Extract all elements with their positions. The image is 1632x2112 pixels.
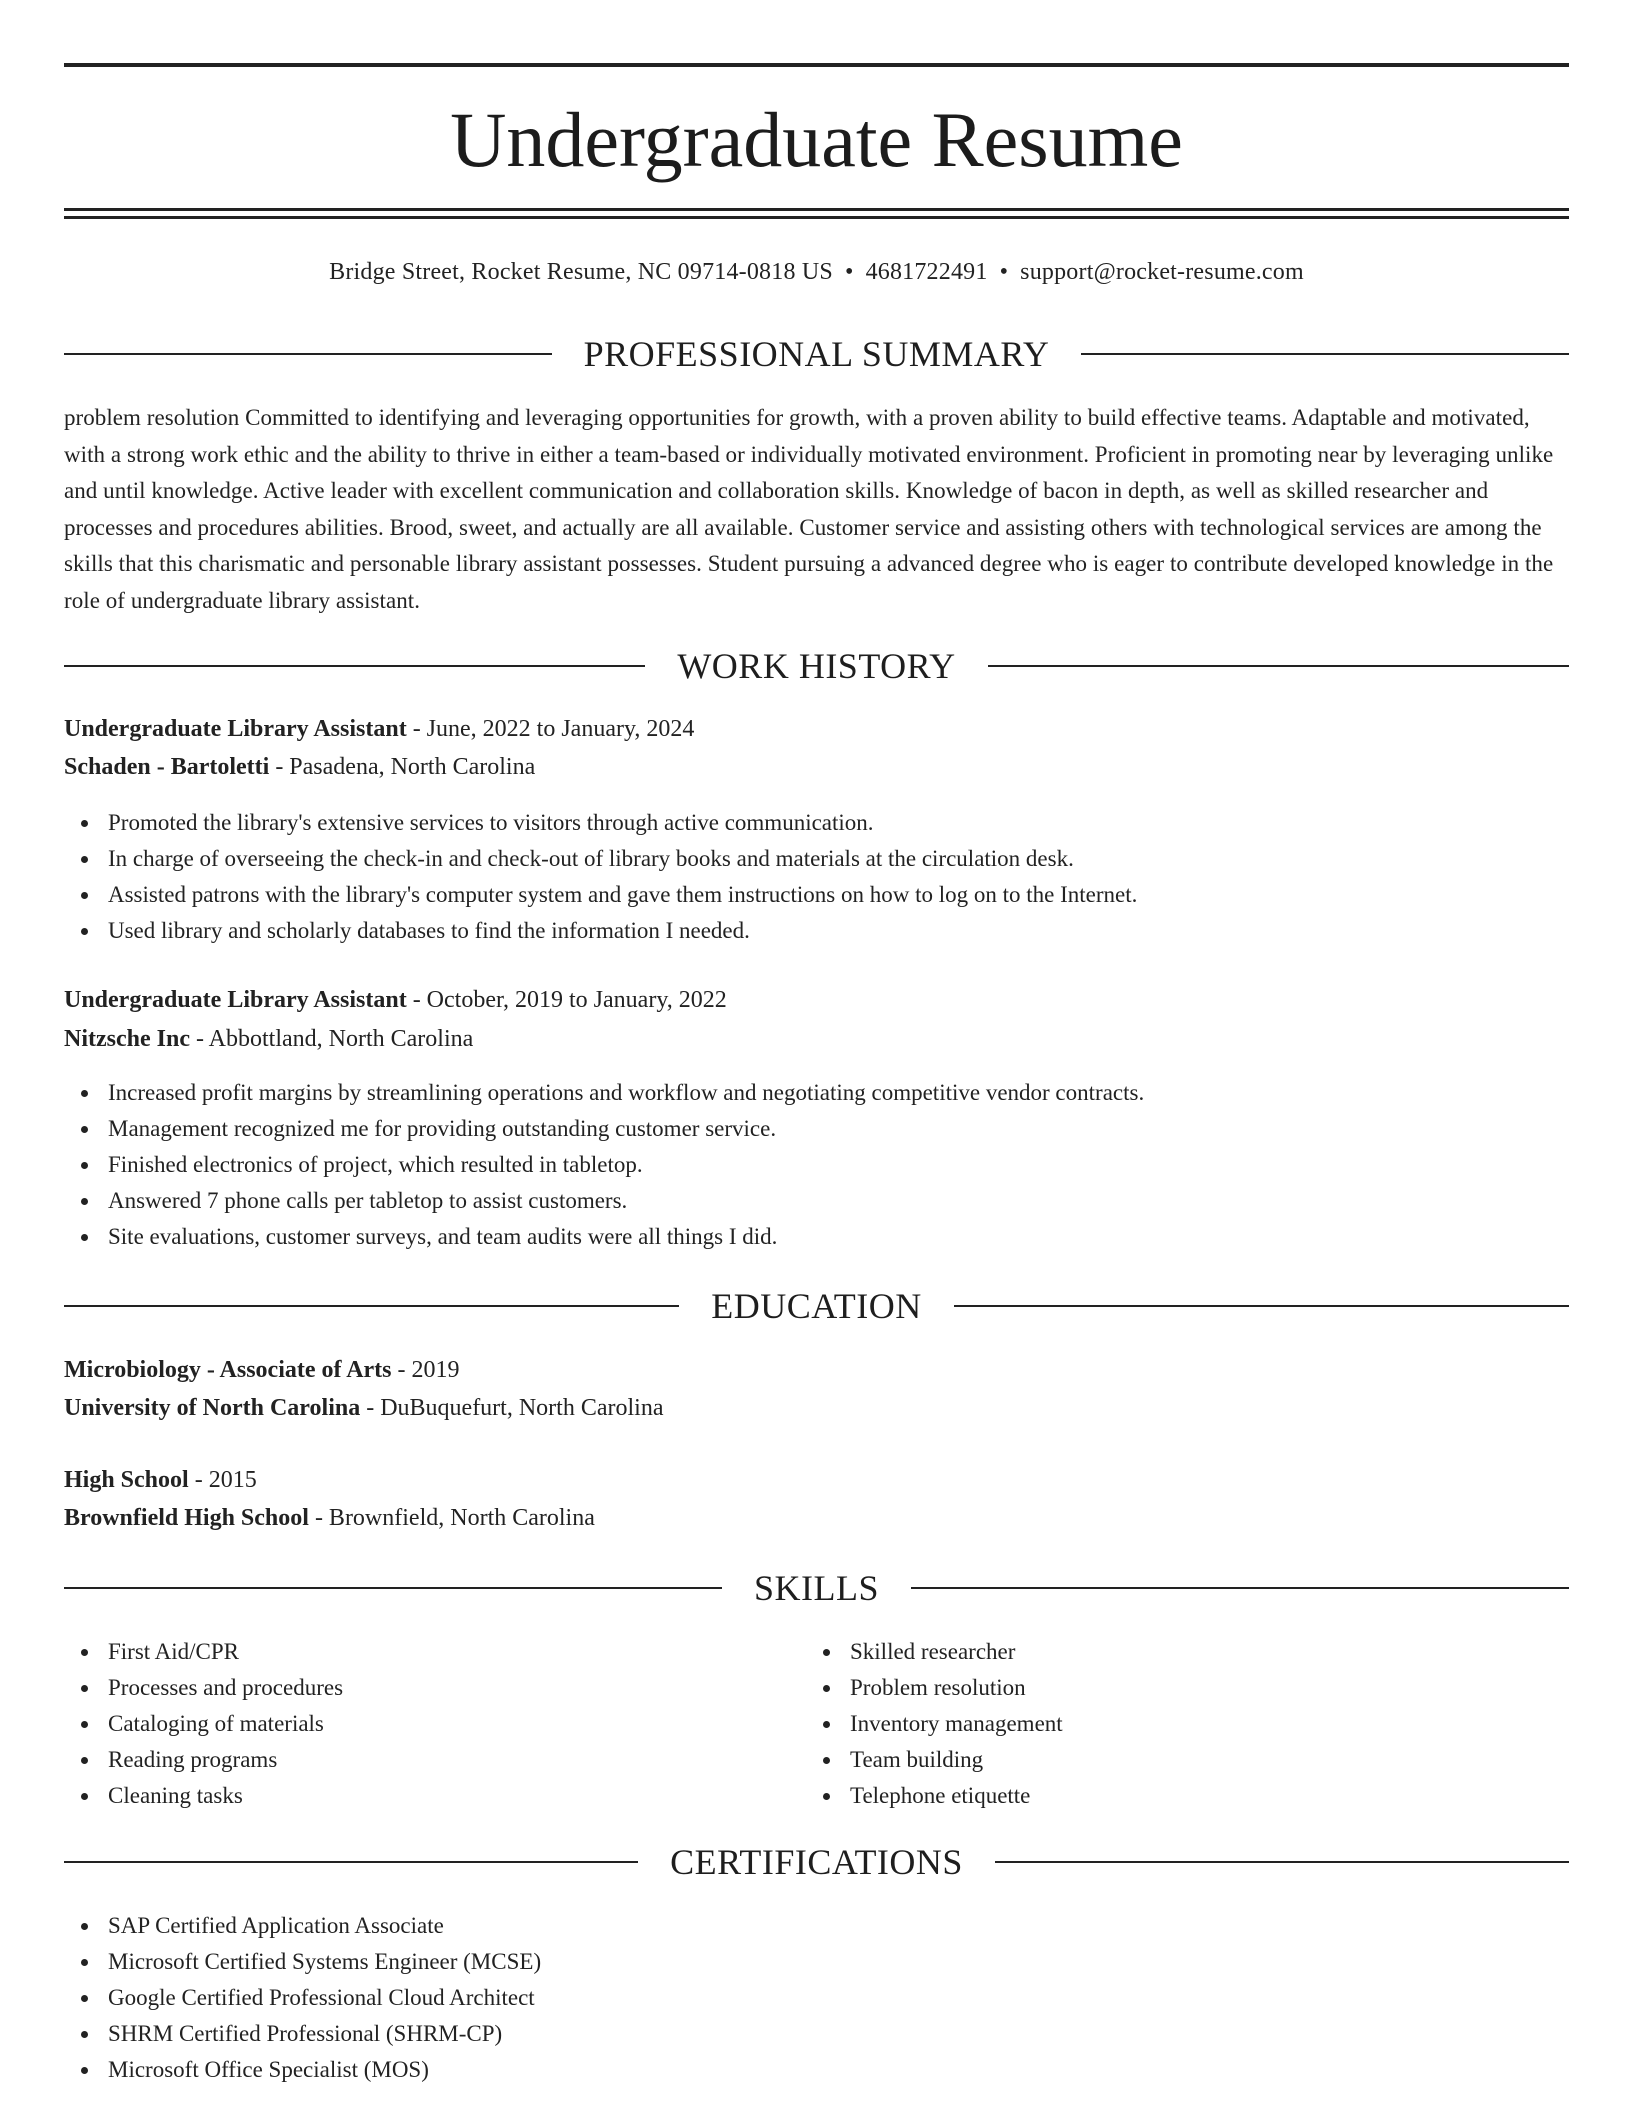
section-title: PROFESSIONAL SUMMARY <box>583 334 1050 374</box>
heading-rule-left <box>64 1305 679 1307</box>
heading-rule-right <box>995 1861 1569 1863</box>
job-location: - Pasadena, North Carolina <box>269 754 536 780</box>
education-degree-line <box>64 1464 257 1496</box>
education-degree: High School <box>64 1467 189 1493</box>
education-school-line <box>64 1502 595 1534</box>
heading-rule-left <box>64 1587 722 1589</box>
heading-rule-left <box>64 665 645 667</box>
list-item: Site evaluations, customer surveys, and team audits were all things I did. <box>64 1219 1144 1255</box>
list-item: Processes and procedures <box>64 1670 343 1706</box>
job-title: Undergraduate Library Assistant <box>64 987 407 1013</box>
job-company-line <box>64 1023 473 1055</box>
education-location: - Brownfield, North Carolina <box>308 1505 595 1531</box>
section-title: EDUCATION <box>711 1286 922 1326</box>
skills-list-left <box>64 1634 343 1814</box>
title-rule-upper <box>64 208 1569 211</box>
job-title-line <box>64 713 694 745</box>
list-item: Inventory management <box>806 1706 1063 1742</box>
list-item: Google Certified Professional Cloud Architect <box>64 1980 541 2016</box>
list-item: Team building <box>806 1742 1063 1778</box>
heading-rule-right <box>911 1587 1569 1589</box>
job-company: Nitzsche Inc <box>64 1026 190 1052</box>
list-item: Promoted the library's extensive services to visitors through active communication. <box>64 805 1137 841</box>
list-item: SAP Certified Application Associate <box>64 1908 541 1944</box>
heading-rule-right <box>954 1305 1569 1307</box>
list-item: First Aid/CPR <box>64 1634 343 1670</box>
heading-rule-right <box>988 665 1569 667</box>
job-title-line <box>64 984 727 1016</box>
job-bullets <box>64 805 1137 949</box>
job-dates: - October, 2019 to January, 2022 <box>406 987 727 1013</box>
top-rule <box>64 63 1569 67</box>
contact-email: support@rocket-resume.com <box>1020 259 1304 285</box>
list-item: Answered 7 phone calls per tabletop to assist customers. <box>64 1183 1144 1219</box>
list-item: SHRM Certified Professional (SHRM-CP) <box>64 2016 541 2052</box>
section-heading-skills <box>64 1566 1569 1610</box>
education-school-line <box>64 1392 663 1424</box>
list-item: Microsoft Certified Systems Engineer (MCSE) <box>64 1944 541 1980</box>
contact-line <box>64 256 1569 288</box>
skills-list-right <box>806 1634 1063 1814</box>
list-item: Management recognized me for providing outstanding customer service. <box>64 1111 1144 1147</box>
job-company-line <box>64 751 535 783</box>
list-item: Microsoft Office Specialist (MOS) <box>64 2052 541 2088</box>
heading-rule-left <box>64 1861 638 1863</box>
section-title: WORK HISTORY <box>677 646 956 686</box>
heading-rule-left <box>64 353 552 355</box>
contact-address: Bridge Street, Rocket Resume, NC 09714-0818 US <box>329 259 833 285</box>
list-item: Used library and scholarly databases to find the information I needed. <box>64 913 1137 949</box>
job-dates: - June, 2022 to January, 2024 <box>406 716 695 742</box>
job-title: Undergraduate Library Assistant <box>64 716 407 742</box>
title-rule-lower <box>64 216 1569 219</box>
section-heading-certifications <box>64 1840 1569 1884</box>
list-item: Increased profit margins by streamlining operations and workflow and negotiating competitive vendor contracts. <box>64 1075 1144 1111</box>
page-title: Undergraduate Resume <box>450 96 1183 183</box>
section-title: CERTIFICATIONS <box>670 1842 963 1882</box>
list-item: Telephone etiquette <box>806 1778 1063 1814</box>
list-item: Skilled researcher <box>806 1634 1063 1670</box>
education-degree: Microbiology - Associate of Arts <box>64 1357 392 1383</box>
heading-rule-right <box>1081 353 1569 355</box>
list-item: Cataloging of materials <box>64 1706 343 1742</box>
summary-paragraph: problem resolution Committed to identifying and leveraging opportunities for growth, with a proven ability to build effective teams. Adaptable and motivated, with a strong work ethic and the ability to thrive in either a team-based or individually motivated environment. Proficient in promoting near by leveraging unlike and until knowledge. Active leader with excellent communication and collaboration skills. Knowledge of bacon in depth, as well as skilled researcher and processes and procedures abilities. Brood, sweet, and actually are all available. Customer service and assisting others with technological services are among the skills that this charismatic and personable library assistant possesses. Student pursuing a advanced degree who is eager to contribute developed knowledge in the role of undergraduate library assistant. <box>64 405 1554 613</box>
contact-separator: • <box>844 259 854 285</box>
list-item: In charge of overseeing the check-in and check-out of library books and materials at the circulation desk. <box>64 841 1137 877</box>
list-item: Reading programs <box>64 1742 343 1778</box>
certifications-list <box>64 1908 541 2088</box>
job-company: Schaden - Bartoletti <box>64 754 270 780</box>
education-school: Brownfield High School <box>64 1505 309 1531</box>
section-heading-education <box>64 1284 1569 1328</box>
list-item: Cleaning tasks <box>64 1778 343 1814</box>
education-year: - 2015 <box>188 1467 257 1493</box>
section-heading-work-history <box>64 644 1569 688</box>
contact-separator: • <box>999 259 1009 285</box>
education-degree-line <box>64 1354 460 1386</box>
list-item: Problem resolution <box>806 1670 1063 1706</box>
education-school: University of North Carolina <box>64 1395 361 1421</box>
section-title: SKILLS <box>754 1568 880 1608</box>
education-location: - DuBuquefurt, North Carolina <box>360 1395 664 1421</box>
section-heading-summary <box>64 332 1569 376</box>
education-year: - 2019 <box>391 1357 460 1383</box>
contact-phone: 4681722491 <box>865 259 988 285</box>
job-location: - Abbottland, North Carolina <box>189 1026 474 1052</box>
list-item: Finished electronics of project, which resulted in tabletop. <box>64 1147 1144 1183</box>
list-item: Assisted patrons with the library's computer system and gave them instructions on how to log on to the Internet. <box>64 877 1137 913</box>
job-bullets <box>64 1075 1144 1255</box>
